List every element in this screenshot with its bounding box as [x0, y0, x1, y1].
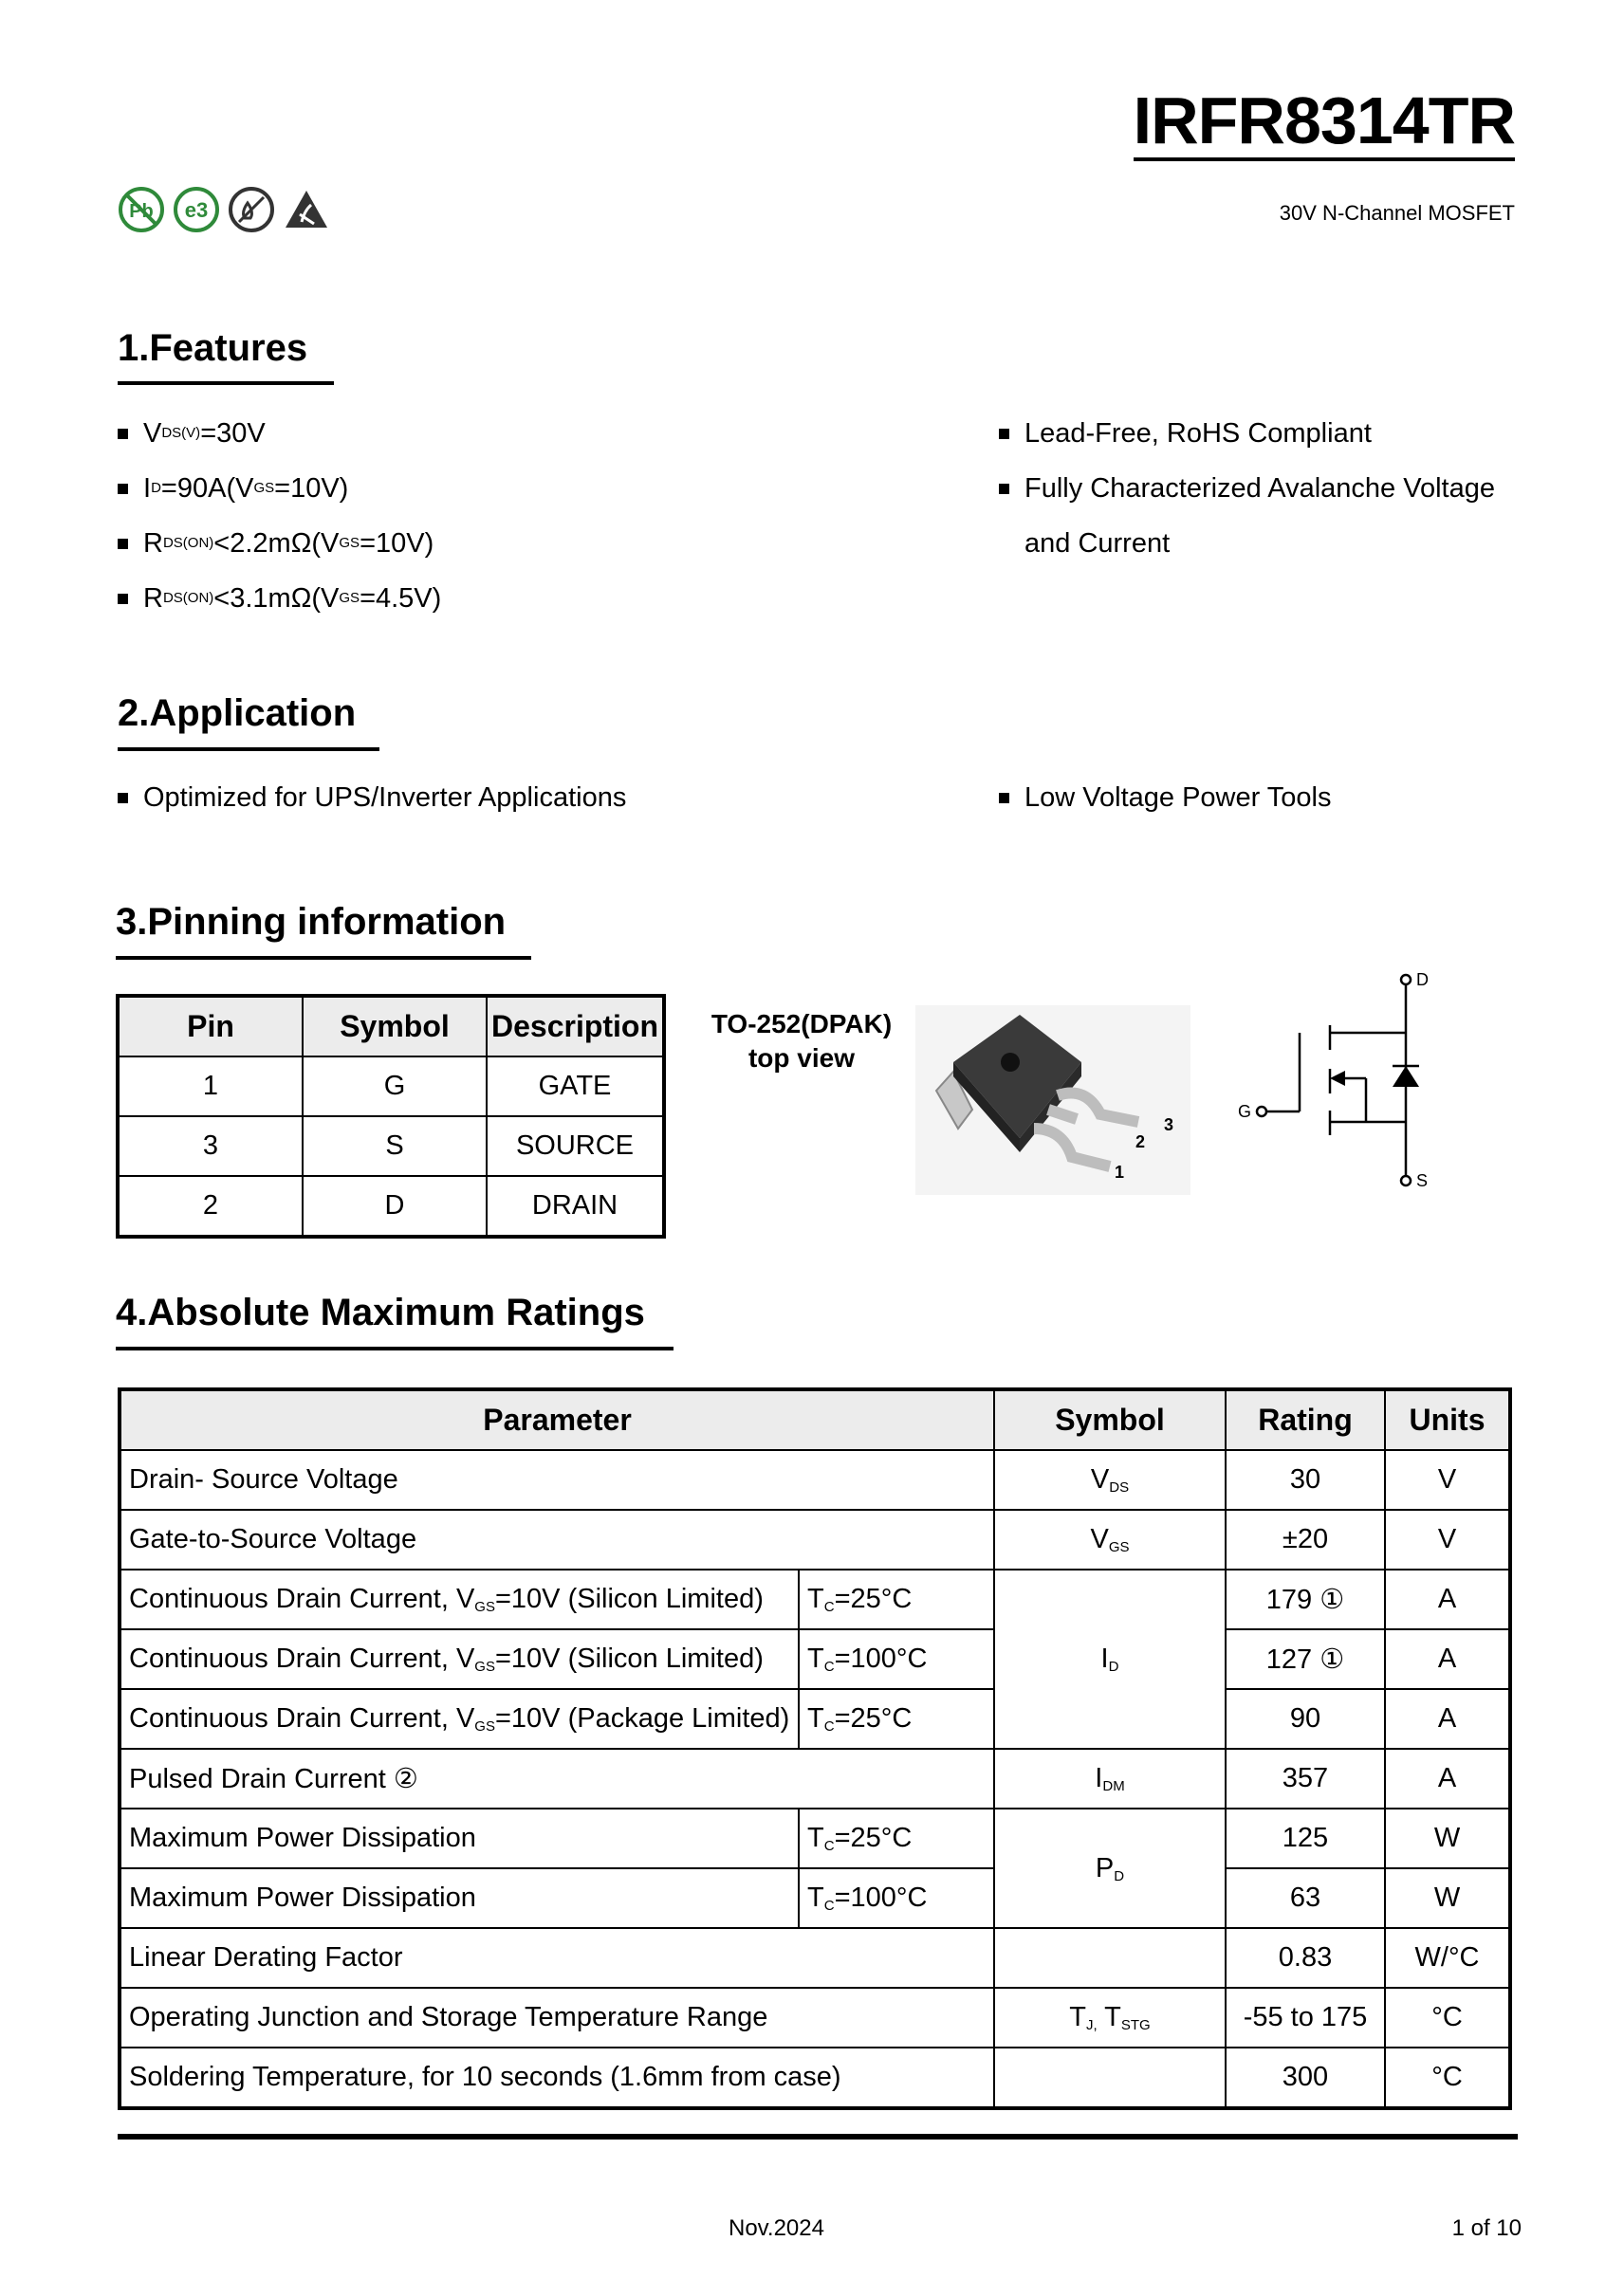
- schematic-drain-label: D: [1416, 970, 1429, 989]
- part-subtitle: 30V N-Channel MOSFET: [1279, 201, 1515, 225]
- application-item-left: Optimized for UPS/Inverter Applications: [118, 770, 626, 825]
- application-underline: [118, 747, 379, 751]
- features-right-list: [999, 406, 1495, 571]
- bullet-icon: [999, 793, 1009, 803]
- table-row: 2 D DRAIN: [118, 1176, 664, 1237]
- feature-item: I D =90A(V GS =10V): [118, 461, 441, 516]
- package-pin-label: 3: [1164, 1115, 1174, 1134]
- col-header: Description: [487, 996, 664, 1056]
- features-left-list: [118, 406, 441, 626]
- bullet-icon: [118, 484, 128, 494]
- feature-item: Fully Characterized Avalanche Voltage: [999, 461, 1495, 516]
- table-row: Linear Derating Factor 0.83 W/°C: [120, 1928, 1510, 1988]
- mosfet-schematic-icon: [1224, 963, 1451, 1190]
- table-row: Continuous Drain Current, $V_{GS}=10V$ (Silicon Limited) $T_C=25^\circ C$ $I_D$ 179 ① A: [120, 1570, 1510, 1629]
- bullet-icon: [118, 539, 128, 549]
- package-pin-label: 1: [1115, 1163, 1125, 1182]
- ratings-underline: [116, 1347, 674, 1350]
- table-row: Drain- Source Voltage $V_{DS}$ 30 V: [120, 1450, 1510, 1510]
- table-row: Continuous Drain Current, $V_{GS}=10V$ (Silicon Limited) $T_C=100^\circ C$ 127 ① A: [120, 1629, 1510, 1689]
- pb-icon-text: Pb: [129, 201, 154, 222]
- table-row: Maximum Power Dissipation $T_C=100^\circ C$ 63 W: [120, 1868, 1510, 1928]
- esd-warning-icon: [283, 186, 330, 233]
- bullet-icon: [118, 793, 128, 803]
- bullet-icon: [118, 594, 128, 604]
- bullet-icon: [999, 484, 1009, 494]
- pb-free-icon: [118, 186, 165, 233]
- table-row: Maximum Power Dissipation $T_C=25^\circ C$ $P_D$ 125 W: [120, 1809, 1510, 1868]
- table-row: 3 S SOURCE: [118, 1116, 664, 1176]
- col-header: Pin: [118, 996, 303, 1056]
- table-row: Gate-to-Source Voltage $V_{GS}$ ±20 V: [120, 1510, 1510, 1570]
- dpak-package-image: [915, 1005, 1190, 1195]
- pinning-heading: 3.Pinning information: [116, 901, 507, 943]
- table-row: 1 G GATE: [118, 1056, 664, 1116]
- bullet-icon: [118, 429, 128, 439]
- application-item-right: Low Voltage Power Tools: [999, 770, 1332, 825]
- feature-item-continuation: and Current: [1024, 528, 1171, 559]
- footer-page-number: 1 of 10: [1451, 2215, 1522, 2241]
- feature-item: R DS(ON) <2.2mΩ(V GS =10V): [118, 516, 441, 571]
- table-row: Operating Junction and Storage Temperature Range $T_{J,}$ $T_{STG}$ -55 to 175 °C: [120, 1988, 1510, 2048]
- halogen-free-icon: [228, 186, 275, 233]
- application-heading: 2.Application: [118, 692, 357, 734]
- table-row: Soldering Temperature, for 10 seconds (1.6mm from case) 300 °C: [120, 2048, 1510, 2108]
- table-header-row: [120, 1389, 1510, 1450]
- ratings-table: [118, 1387, 1512, 2110]
- pinning-table: [116, 994, 666, 1239]
- feature-item: Lead-Free, RoHS Compliant: [999, 406, 1495, 461]
- table-row: Pulsed Drain Current ② $I_{DM}$ 357 A: [120, 1749, 1510, 1809]
- features-underline: [118, 381, 334, 385]
- table-header-row: [118, 996, 664, 1056]
- feature-item: R DS(ON) <3.1mΩ(V GS =4.5V): [118, 571, 441, 626]
- features-heading: 1.Features: [118, 327, 308, 369]
- pinning-underline: [116, 956, 531, 960]
- e3-icon: [173, 186, 220, 233]
- part-number-title: IRFR8314TR: [1134, 87, 1515, 161]
- schematic-source-label: S: [1416, 1171, 1429, 1190]
- col-header: Units: [1385, 1389, 1510, 1450]
- bullet-icon: [999, 429, 1009, 439]
- footer-date: Nov.2024: [729, 2215, 824, 2241]
- schematic-gate-label: G: [1238, 1102, 1252, 1121]
- footer-rule: [118, 2134, 1518, 2140]
- package-label: TO-252(DPAK) top view: [710, 1009, 893, 1073]
- compliance-icons: [118, 186, 330, 233]
- col-header: Symbol: [303, 996, 487, 1056]
- package-pin-label: 2: [1135, 1132, 1146, 1151]
- col-header: Parameter: [120, 1389, 994, 1450]
- table-row: Continuous Drain Current, $V_{GS}=10V$ (Package Limited) $T_C=25^\circ C$ 90 A: [120, 1689, 1510, 1749]
- e3-icon-text: e3: [184, 198, 209, 222]
- col-header: Rating: [1226, 1389, 1385, 1450]
- col-header: Symbol: [994, 1389, 1226, 1450]
- feature-item: V DS(V) =30V: [118, 406, 441, 461]
- ratings-heading: 4.Absolute Maximum Ratings: [116, 1292, 645, 1333]
